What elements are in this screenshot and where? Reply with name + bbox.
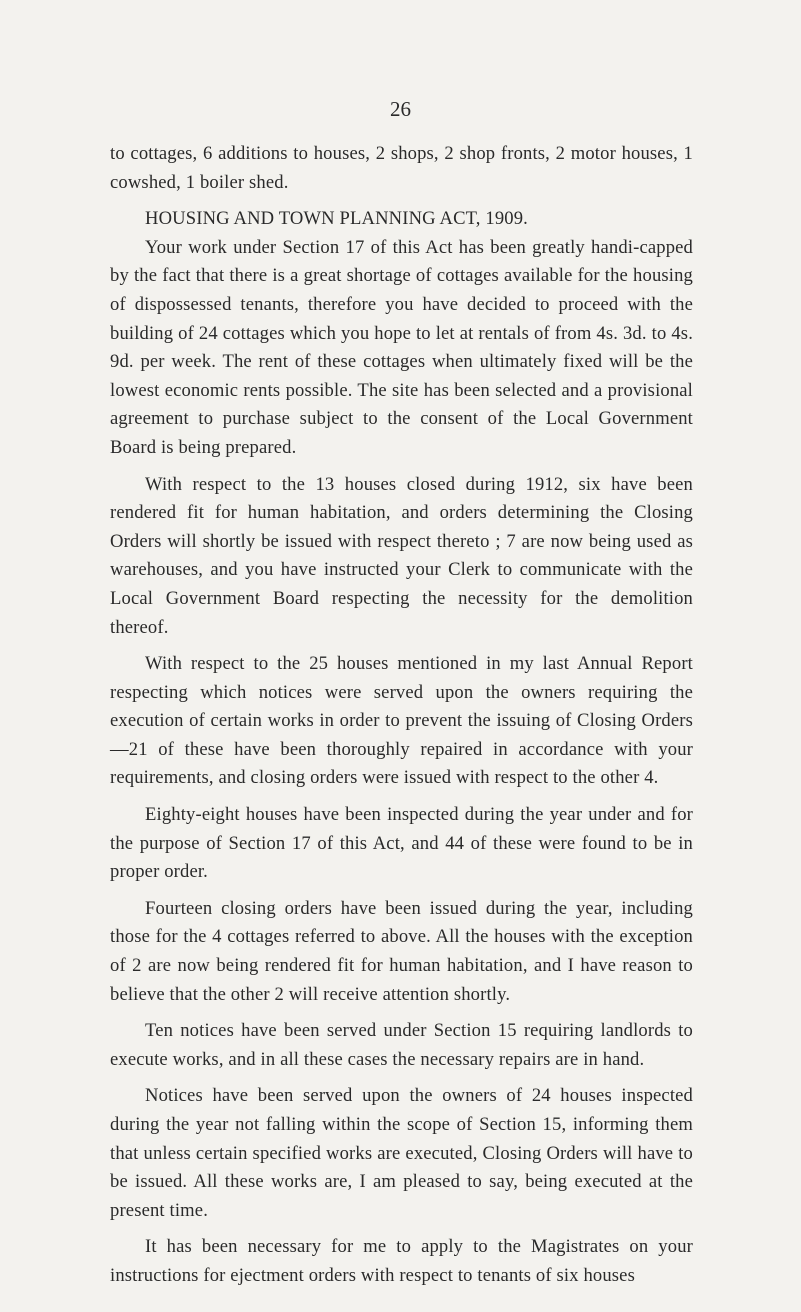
paragraph: Ten notices have been served under Section 15 requiring landlords to execute works, and in all these cases the necessary repairs are in hand. [110, 1020, 693, 1070]
body-text [110, 140, 693, 1299]
paragraph: It has been necessary for me to apply to the Magistrates on your instructions for ejectment orders with respect to tenants of six houses [110, 1236, 693, 1286]
paragraph: Notices have been served upon the owners of 24 houses inspected during the year not falling within the scope of Section 15, informing them that unless certain specified works are executed, Closing Orders will have to be issued. All these works are, I am pleased to say, being executed at the present time. [110, 1085, 693, 1221]
section-heading: HOUSING AND TOWN PLANNING ACT, 1909. [145, 208, 528, 230]
paragraph-continuation: to cottages, 6 additions to houses, 2 shops, 2 shop fronts, 2 motor houses, 1 cowshed, 1 boiler shed. [110, 143, 693, 193]
page-number: 26 [390, 97, 411, 121]
paragraph: Eighty-eight houses have been inspected during the year under and for the purpose of Section 17 of this Act, and 44 of these were found to be in proper order. [110, 804, 693, 883]
paragraph: With respect to the 25 houses mentioned in my last Annual Report respecting which notices were served upon the owners requiring the execution of certain works in order to prevent the issuing of Closing Orders—21 of these have been thoroughly repaired in accordance with your requirements, and closing orders were issued with respect to the other 4. [110, 653, 693, 789]
paragraph: With respect to the 13 houses closed during 1912, six have been rendered fit for human habitation, and orders determining the Closing Orders will shortly be issued with respect thereto ; 7 are now being used as warehouses, and you have instructed your Clerk to communicate with the Local Government Board respecting the necessity for the demolition thereof. [110, 473, 693, 638]
paragraph: Your work under Section 17 of this Act has been greatly handi-capped by the fact that there is a great shortage of cottages available for the housing of dispossessed tenants, therefore you have decided to proceed with the building of 24 cottages which you hope to let at rentals of from 4s. 3d. to 4s. 9d. per week. The rent of these cottages when ultimately fixed will be the lowest economic rents possible. The site has been selected and a provisional agreement to purchase subject to the consent of the Local Government Board is being prepared. [110, 236, 693, 458]
paragraph: Fourteen closing orders have been issued during the year, including those for the 4 cottages referred to above. All the houses with the exception of 2 are now being rendered fit for human habitation, and I have reason to believe that the other 2 will receive attention shortly. [110, 897, 693, 1005]
